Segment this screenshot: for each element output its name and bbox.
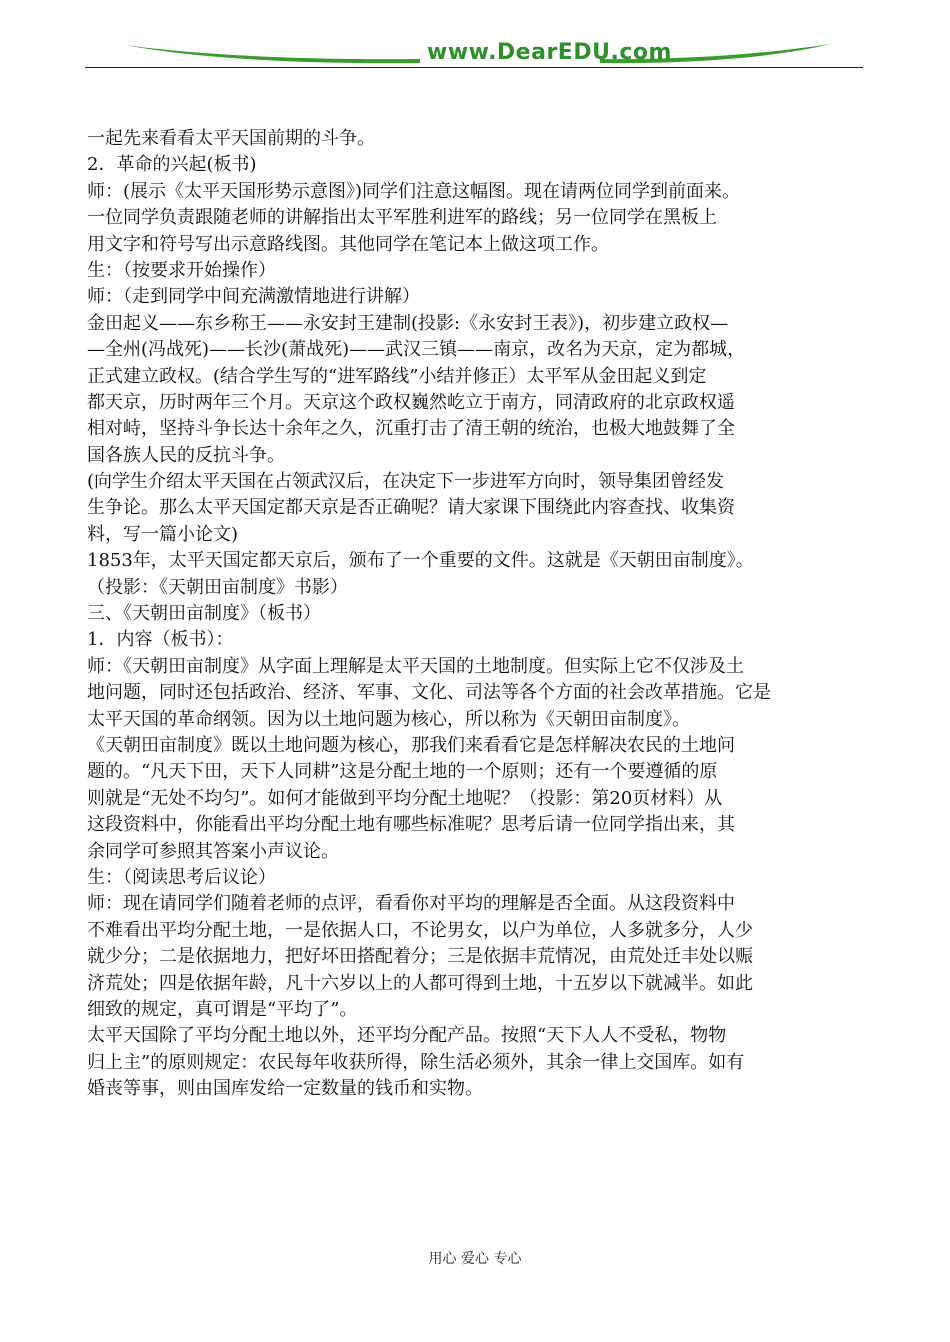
text-line: 婚丧等事，则由国库发给一定数量的钱币和实物。 [87,1078,483,1100]
text-line: 一起先来看看太平天国前期的斗争。 [87,128,375,149]
text-line: 就少分；二是依据地力，把好坏田搭配着分；三是依据丰荒情况，由荒处迁丰处以赈 [87,946,753,968]
text-line: 料，写一篇小论文) [87,523,239,545]
text-line: 细致的规定，真可谓是“平均了”。 [87,998,358,1020]
text-line: 则就是“无处不均匀”。如何才能做到平均分配土地呢？（投影：第20页材料）从 [87,787,723,809]
text-line: 生：（阅读思考后议论） [87,866,276,888]
text-line: 金田起义——东乡称王——永安封王建制(投影:《永安封王表》)，初步建立政权— [87,312,729,334]
text-line: 相对峙，坚持斗争长达十余年之久，沉重打击了清王朝的统治，也极大地鼓舞了全 [87,418,735,440]
text-line: 用文字和符号写出示意路线图。其他同学在笔记本上做这项工作。 [87,233,609,255]
text-line: 师：(展示《太平天国形势示意图》)同学们注意这幅图。现在请两位同学到前面来。 [87,180,741,202]
document-body [87,126,867,1102]
text-line: (向学生介绍太平天国在占领武汉后，在决定下一步进军方向时，领导集团曾经发 [87,471,725,493]
text-line: 济荒处；四是依据年龄，凡十六岁以上的人都可得到土地，十五岁以下就减半。如此 [87,972,753,994]
text-line: 太平天国的革命纲领。因为以土地问题为核心，所以称为《天朝田亩制度》。 [87,708,690,730]
text-line: 不难看出平均分配土地，一是依据人口，不论男女，以户为单位，人多就多分，人少 [87,919,753,941]
text-line: 1853年，太平天国定都天京后，颁布了一个重要的文件。这就是《天朝田亩制度》。 [87,550,754,572]
text-line: 余同学可参照其答案小声议论。 [87,840,339,862]
text-line: 三、《天朝田亩制度》（板书） [87,603,321,625]
text-line: 《天朝田亩制度》既以土地问题为核心，那我们来看看它是怎样解决农民的土地问 [87,734,735,756]
text-line: 国各族人民的反抗斗争。 [87,444,285,466]
text-line: 太平天国除了平均分配土地以外，还平均分配产品。按照“天下人人不受私，物物 [87,1025,727,1047]
text-line: 地问题，同时还包括政治、经济、军事、文化、司法等各个方面的社会改革措施。它是 [87,682,771,704]
header-divider [85,67,863,68]
text-line: 师：（走到同学中间充满激情地进行讲解） [87,286,420,308]
text-line: 一位同学负责跟随老师的讲解指出太平军胜利进军的路线；另一位同学在黑板上 [87,207,717,229]
text-line: 师：《天朝田亩制度》从字面上理解是太平天国的土地制度。但实际上它不仅涉及土 [87,655,744,677]
text-line: 1．内容（板书）： [87,629,234,651]
site-header [85,36,865,70]
text-line: 都天京，历时两年三个月。天京这个政权巍然屹立于南方，同清政府的北京政权遥 [87,391,735,413]
text-line: （投影：《天朝田亩制度》书影） [87,576,348,598]
text-line: 师：现在请同学们随着老师的点评，看看你对平均的理解是否全面。从这段资料中 [87,893,735,915]
page-footer: 用心 爱心 专心 [428,1251,522,1267]
text-line: —全州(冯战死)——长沙(萧战死)——武汉三镇——南京，改名为天京，定为都城， [87,339,746,361]
text-line: 2．革命的兴起(板书) [87,154,257,176]
text-line: 题的。“凡天下田，天下人同耕”这是分配土地的一个原则；还有一个要遵循的原 [87,761,718,783]
text-line: 归上主”的原则规定：农民每年收获所得，除生活必须外，其余一律上交国库。如有 [87,1051,745,1073]
text-line: 生争论。那么太平天国定都天京是否正确呢？请大家课下围绕此内容查找、收集资 [87,497,735,519]
site-logo: www.DearEDU.com [427,40,672,65]
text-line: 生：（按要求开始操作） [87,259,276,281]
text-line: 这段资料中，你能看出平均分配土地有哪些标准呢？思考后请一位同学指出来，其 [87,814,735,836]
text-line: 正式建立政权。(结合学生写的“进军路线”小结并修正）太平军从金田起义到定 [87,365,707,387]
